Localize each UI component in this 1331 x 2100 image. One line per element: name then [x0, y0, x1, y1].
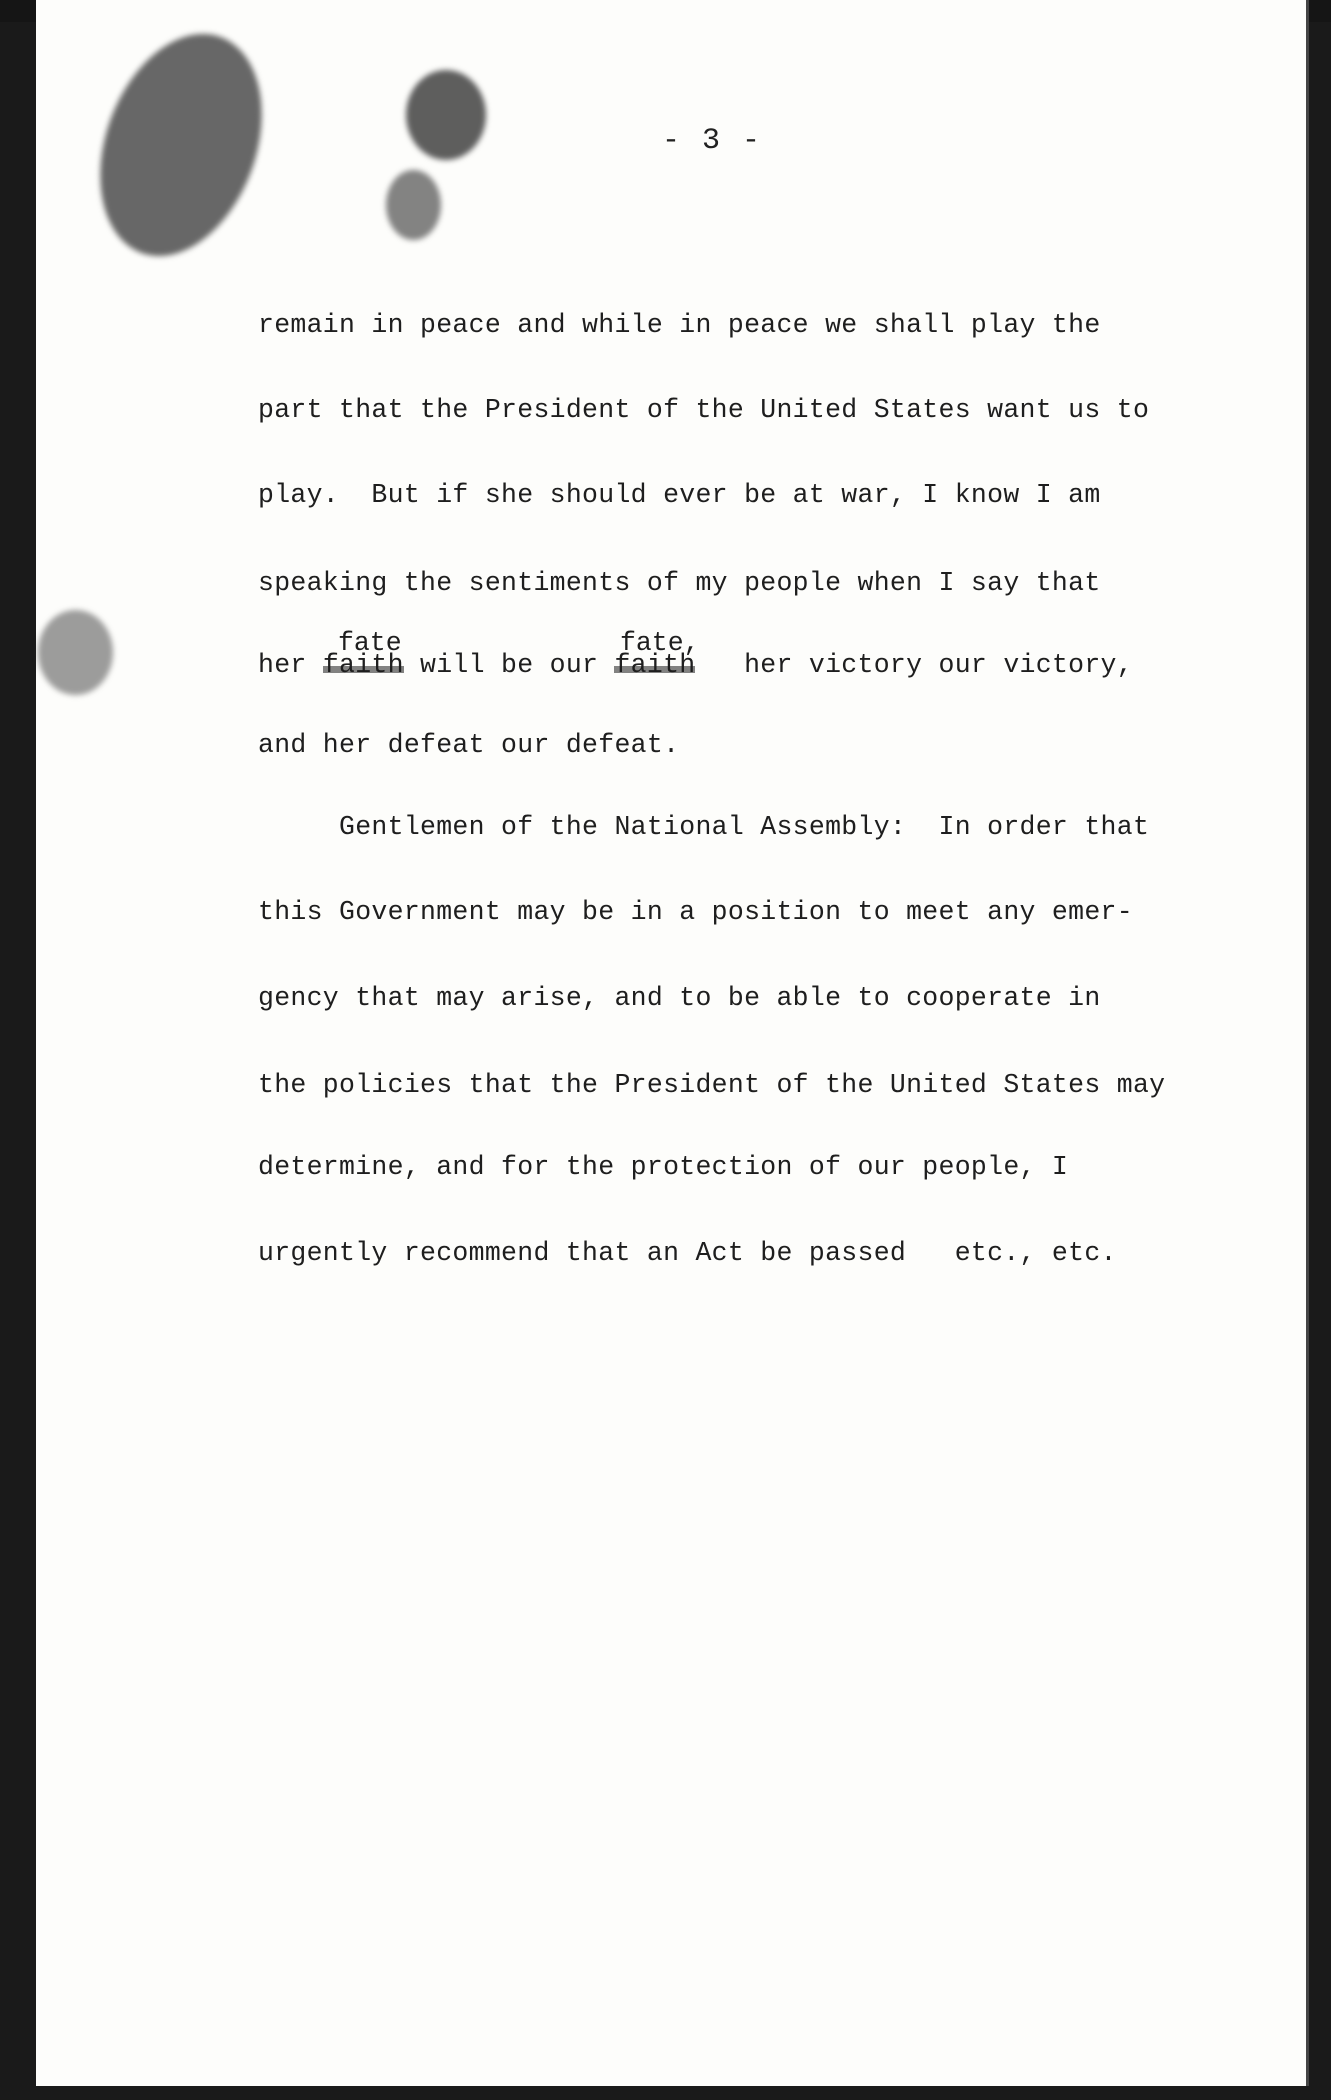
struck-word-2: [614, 650, 695, 680]
text-line-10: the policies that the President of the United States may: [258, 1070, 1166, 1100]
page-number: - 3 -: [662, 124, 763, 158]
text-line-11: determine, and for the protection of our people, I: [258, 1152, 1069, 1182]
struck-word-1: [323, 650, 404, 680]
text-line-3: play. But if she should ever be at war, I know I am: [258, 480, 1101, 510]
ink-blot-left-margin: [38, 610, 113, 695]
text-line-9: gency that may arise, and to be able to cooperate in: [258, 983, 1101, 1013]
ink-blot-drip: [386, 170, 441, 240]
line5-part2: will be our: [403, 650, 615, 680]
text-line-1: remain in peace and while in peace we shall play the: [258, 310, 1101, 340]
inserted-word-1: fate: [338, 628, 402, 658]
text-line-4: speaking the sentiments of my people when I say that: [258, 568, 1101, 598]
ink-blot-top-left: [71, 11, 291, 278]
text-line-2: part that the President of the United States want us to: [258, 395, 1150, 425]
text-line-12: urgently recommend that an Act be passed etc., etc.: [258, 1238, 1117, 1268]
text-line-7: Gentlemen of the National Assembly: In order that: [258, 812, 1150, 842]
text-line-5: [258, 650, 1133, 680]
line5-part1: her: [258, 650, 323, 680]
text-line-6: and her defeat our defeat.: [258, 730, 680, 760]
text-line-8: this Government may be in a position to meet any emer-: [258, 897, 1133, 927]
inserted-word-2: fate,: [620, 628, 700, 658]
ink-blot-top-center: [406, 70, 486, 160]
line5-part3: her victory our victory,: [695, 650, 1133, 680]
